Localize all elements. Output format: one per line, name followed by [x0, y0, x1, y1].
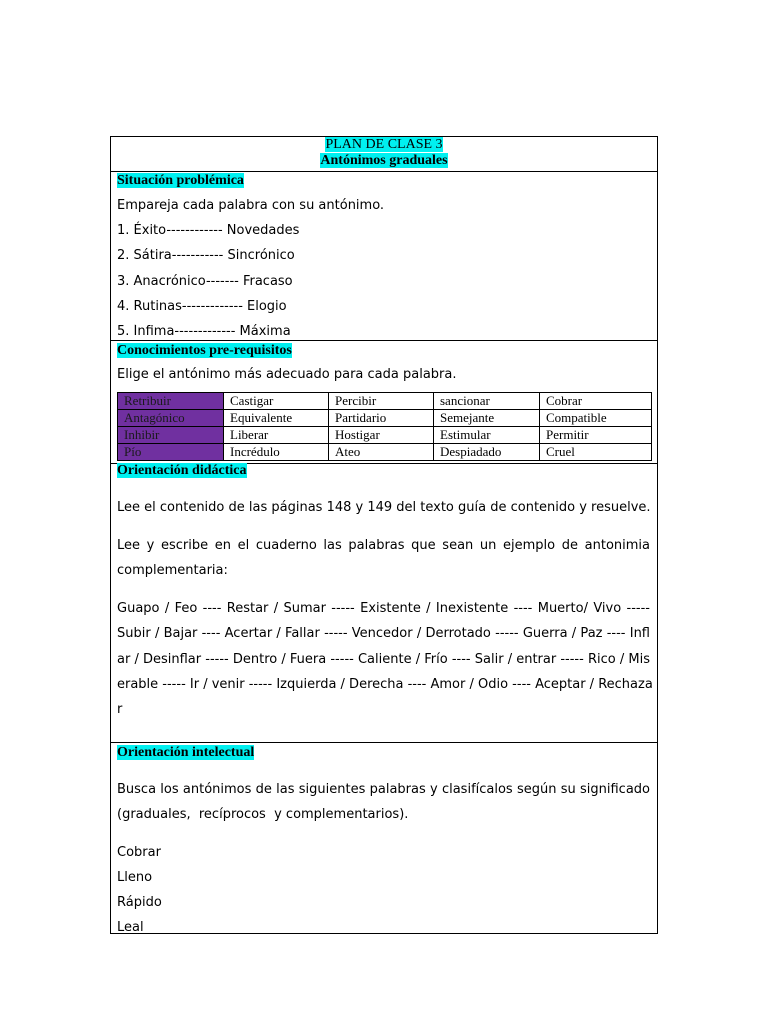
- page-subtitle-row: [111, 153, 657, 169]
- table-row: [118, 444, 652, 461]
- table-cell: Castigar: [224, 393, 329, 410]
- table-key-cell: Pío: [118, 444, 224, 461]
- situacion-item: 5. Ínfima------------- Máxima: [117, 324, 291, 339]
- situacion-heading-row: [117, 172, 244, 189]
- page-subtitle: Antónimos graduales: [320, 153, 448, 168]
- intelectual-paragraph-line: (graduales, recíprocos y complementarios).: [117, 807, 409, 822]
- table-cell: Partidario: [329, 410, 434, 427]
- table-cell: Permitir: [540, 427, 652, 444]
- antonym-pairs-line: erable ----- Ir / venir ----- Izquierda / Derecha ---- Amor / Odio ---- Aceptar / Rechaza: [117, 677, 653, 692]
- intelectual-section: [111, 742, 657, 933]
- table-key-cell: Inhibir: [118, 427, 224, 444]
- table-cell: Ateo: [329, 444, 434, 461]
- intelectual-heading-row: [117, 744, 254, 761]
- table-row: [118, 427, 652, 444]
- table-cell: Cruel: [540, 444, 652, 461]
- didactica-paragraph-line: complementaria:: [117, 563, 228, 578]
- antonyms-choice-table: [117, 392, 652, 461]
- table-cell: Incrédulo: [224, 444, 329, 461]
- table-cell: Cobrar: [540, 393, 652, 410]
- conocimientos-section: [111, 340, 657, 463]
- conocimientos-heading: Conocimientos pre-requisitos: [117, 343, 292, 358]
- intelectual-paragraph-line: Busca los antónimos de las siguientes palabras y clasifícalos según su significado: [117, 782, 650, 797]
- didactica-paragraph: Lee el contenido de las páginas 148 y 149 del texto guía de contenido y resuelve.: [117, 500, 651, 515]
- conocimientos-heading-row: [117, 342, 292, 359]
- word-list-item: Leal: [117, 920, 144, 935]
- table-cell: Semejante: [434, 410, 540, 427]
- table-cell: Hostigar: [329, 427, 434, 444]
- table-key-cell: Retribuir: [118, 393, 224, 410]
- table-cell: Despiadado: [434, 444, 540, 461]
- situacion-item: 3. Anacrónico------- Fracaso: [117, 274, 293, 289]
- table-cell: Equivalente: [224, 410, 329, 427]
- table-row: [118, 393, 652, 410]
- conocimientos-instruction: Elige el antónimo más adecuado para cada palabra.: [117, 367, 457, 382]
- antonym-pairs-line: r: [117, 702, 123, 717]
- didactica-section: [111, 463, 657, 742]
- word-list-item: Cobrar: [117, 845, 161, 860]
- antonym-pairs-line: Subir / Bajar ---- Acertar / Fallar ----- Vencedor / Derrotado ----- Guerra / Paz ---- Infl: [117, 626, 650, 641]
- situacion-item: 2. Sátira----------- Sincrónico: [117, 248, 295, 263]
- didactica-heading: Orientación didáctica: [117, 463, 247, 478]
- word-list-item: Rápido: [117, 895, 162, 910]
- situacion-section: [111, 171, 657, 340]
- table-row: [118, 410, 652, 427]
- didactica-heading-row: [117, 462, 247, 479]
- table-cell: Estimular: [434, 427, 540, 444]
- title-section: [111, 137, 657, 171]
- situacion-heading: Situación problémica: [117, 173, 244, 188]
- intelectual-heading: Orientación intelectual: [117, 745, 255, 760]
- antonym-pairs-line: ar / Desinflar ----- Dentro / Fuera ----- Caliente / Frío ---- Salir / entrar ----- Rico / Mis: [117, 652, 650, 667]
- situacion-item: 4. Rutinas------------- Elogio: [117, 299, 287, 314]
- page-title-row: [111, 137, 657, 153]
- didactica-paragraph-line: Lee y escribe en el cuaderno las palabras que sean un ejemplo de antonimia: [117, 538, 650, 553]
- page-title: PLAN DE CLASE 3: [325, 137, 443, 152]
- word-list-item: Lleno: [117, 870, 153, 885]
- table-cell: Liberar: [224, 427, 329, 444]
- table-cell: Percibir: [329, 393, 434, 410]
- table-key-cell: Antagónico: [118, 410, 224, 427]
- lesson-plan-table: [110, 136, 658, 934]
- table-cell: Compatible: [540, 410, 652, 427]
- situacion-item: 1. Éxito------------ Novedades: [117, 223, 300, 238]
- table-cell: sancionar: [434, 393, 540, 410]
- situacion-instruction: Empareja cada palabra con su antónimo.: [117, 198, 385, 213]
- antonym-pairs-line: Guapo / Feo ---- Restar / Sumar ----- Existente / Inexistente ---- Muerto/ Vivo -----: [117, 601, 650, 616]
